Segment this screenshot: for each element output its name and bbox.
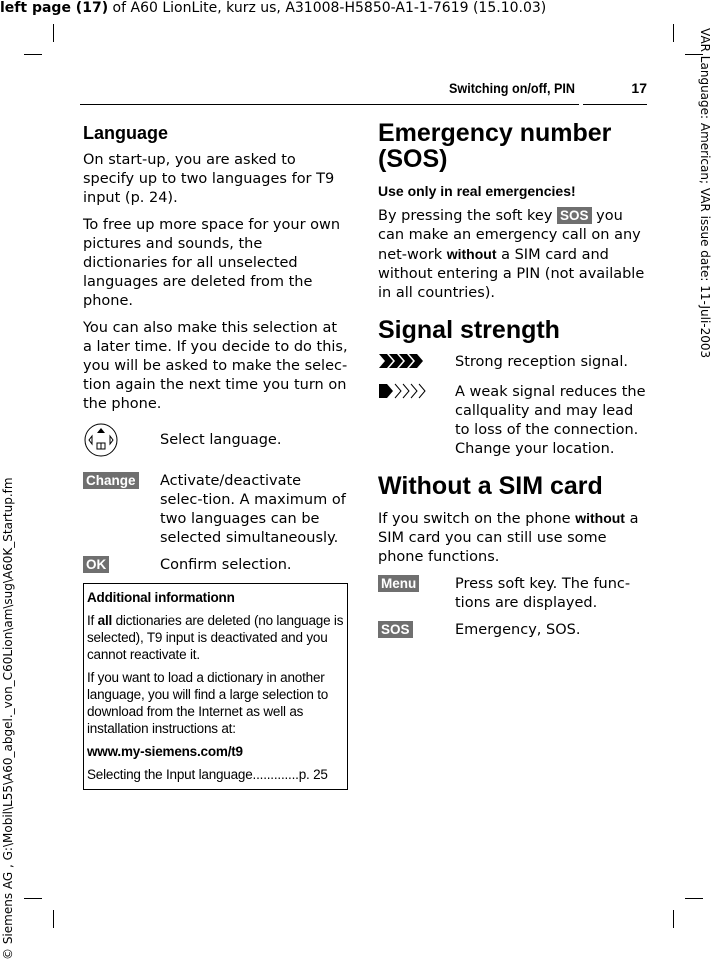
print-header-label: left page (17) (0, 0, 109, 16)
signal-row-strong (378, 353, 646, 375)
crop-mark (685, 898, 703, 899)
crop-mark (24, 898, 42, 899)
emergency-note: Use only in real emergencies! (378, 183, 576, 199)
crop-mark (673, 910, 674, 928)
language-row-ok (83, 556, 348, 575)
menu-softkey: Menu (378, 575, 419, 592)
language-row-select (83, 422, 348, 464)
signal-weak-icon (378, 383, 426, 399)
side-note-left: © Siemens AG , G:\Mobil\L55\A60_abgel._von_C60Lion\am\sug\A60K_Startup.fm (1, 477, 15, 960)
signal-row-weak (378, 383, 646, 459)
sos-softkey: SOS (378, 621, 413, 638)
signal-row-strong-text: Strong reception signal. (455, 354, 628, 370)
emergency-paragraph: By pressing the soft key SOS you can make an emergency call on any net-work without a SIM card and without entering a PIN (not available in all countries). (378, 208, 645, 301)
ok-softkey: OK (83, 556, 109, 573)
info-box-paragraph-1: If all dictionaries are deleted (no language is selected), T9 input is deactivated and you cannot reactivate it. (87, 613, 344, 662)
emergency-heading: Emergency number (SOS) (378, 119, 612, 173)
info-box-all-bold: all (97, 613, 113, 628)
language-heading: Language (83, 123, 169, 143)
language-row-change-text: Activate/deactivate selec-tion. A maximum of two languages can be selected simultaneously. (160, 473, 346, 546)
sim-row-sos (378, 621, 646, 640)
language-paragraph-1: On start-up, you are asked to specify up to two languages for T9 input (p. 24). (83, 152, 335, 206)
running-head (80, 78, 647, 105)
right-column (378, 120, 646, 648)
print-header-info: of A60 LionLite, kurz us, A31008-H5850-A1-1-7619 (15.10.03) (108, 0, 547, 16)
running-head-title: Switching on/off, PIN (449, 80, 575, 96)
info-box-reference: Selecting the Input language.............p. 25 (87, 767, 328, 782)
additional-info-box (83, 583, 348, 790)
print-header (0, 0, 546, 16)
info-box-paragraph-2: If you want to load a dictionary in another language, you will find a large selection to download from the Internet as well as installation instructions at: (87, 670, 329, 736)
navigation-key-icon (83, 422, 119, 458)
emergency-without-bold: without (446, 246, 497, 262)
sim-paragraph: If you switch on the phone without a SIM card you can still use some phone functions. (378, 510, 639, 565)
change-softkey: Change (83, 472, 139, 489)
sos-softkey-inline: SOS (557, 207, 592, 224)
info-box-url[interactable]: www.my-siemens.com/t9 (87, 744, 243, 759)
sim-row-sos-text: Emergency, SOS. (455, 622, 581, 638)
language-row-ok-text: Confirm selection. (160, 557, 292, 573)
crop-mark (53, 24, 54, 42)
crop-mark (53, 910, 54, 928)
info-box-title: Additional informationn (87, 590, 235, 605)
signal-row-weak-text: A weak signal reduces the callquality and may lead to loss of the connection. Change your location. (455, 384, 646, 457)
language-row-select-text: Select language. (160, 432, 282, 448)
sim-row-menu (378, 575, 646, 613)
language-paragraph-3: You can also make this selection at a later time. If you decide to do this, you will be asked to make the selec-tion again the next time you turn on the phone. (83, 320, 348, 412)
signal-strong-icon (378, 353, 426, 369)
sim-heading: Without a SIM card (378, 472, 603, 500)
sim-row-menu-text: Press soft key. The func-tions are displayed. (455, 576, 631, 611)
signal-heading: Signal strength (378, 316, 560, 344)
crop-mark (673, 24, 674, 42)
left-column (83, 120, 348, 790)
side-note-right: VAR Language: American; VAR issue date: 11-Juli-2003 (698, 28, 712, 359)
crop-mark (24, 54, 42, 55)
page-number: 17 (631, 80, 647, 96)
language-row-change (83, 472, 348, 548)
sim-without-bold: without (575, 510, 625, 526)
language-paragraph-2: To free up more space for your own pictures and sounds, the dictionaries for all unselected languages are deleted from the phone. (83, 217, 341, 309)
